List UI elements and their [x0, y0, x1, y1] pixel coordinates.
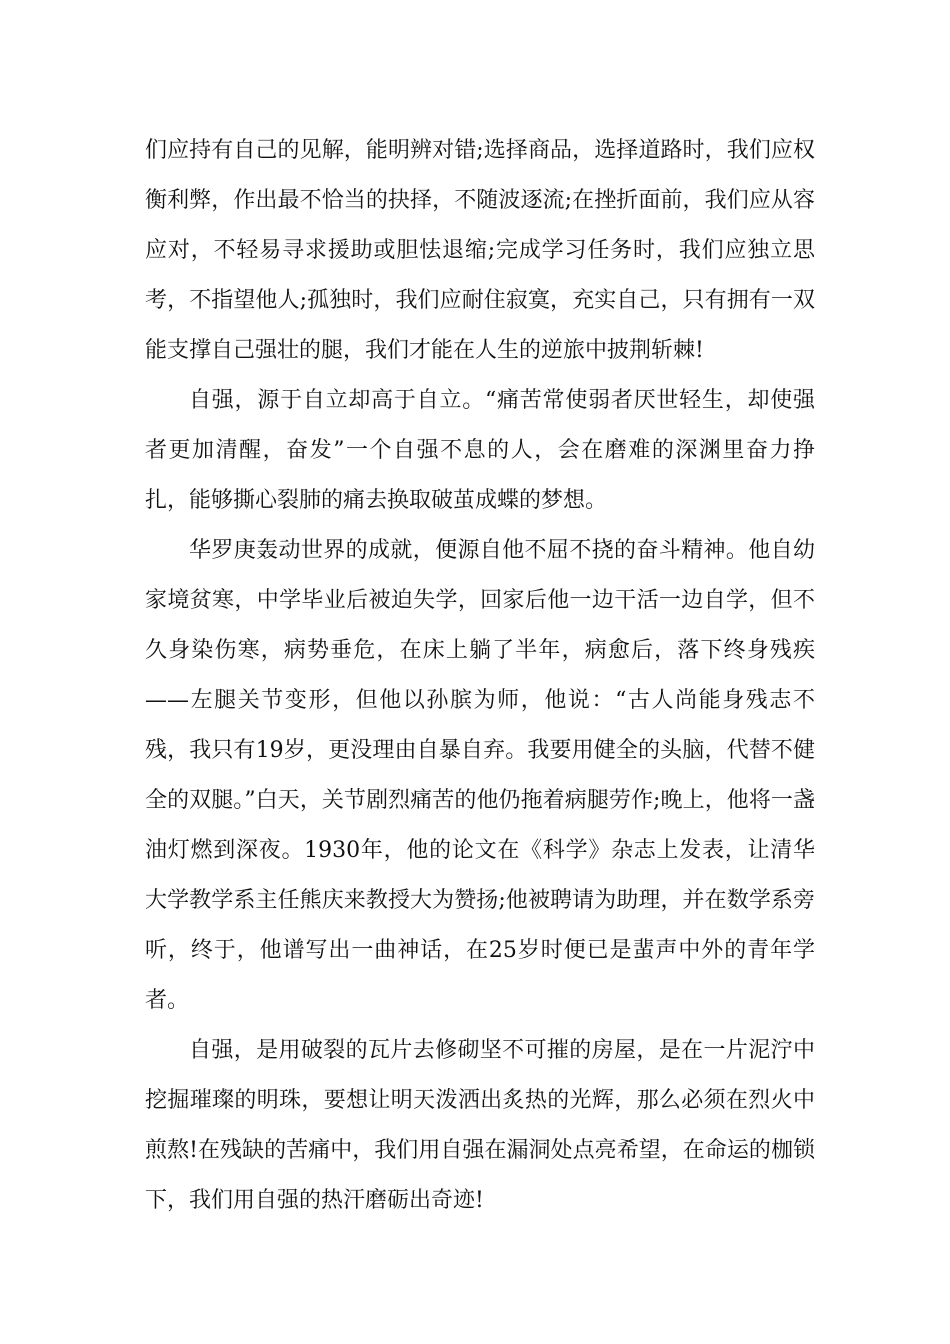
paragraph-1: 们应持有自己的见解，能明辨对错;选择商品，选择道路时，我们应权衡利弊，作出最不恰当的抉择，不随波逐流;在挫折面前，我们应从容应对，不轻易寻求援助或胆怯退缩;完成学习任务时，我们应独立思考，不指望他人;孤独时，我们应耐住寂寞，充实自己，只有拥有一双能支撑自己强壮的腿，我们才能在人生的逆旅中披荆斩棘! [145, 138, 815, 363]
paragraph-2: 自强，源于自立却高于自立。“痛苦常使弱者厌世轻生，却使强者更加清醒，奋发”一个自强不息的人，会在磨难的深渊里奋力挣扎，能够撕心裂肺的痛去换取破茧成蝶的梦想。 [145, 388, 815, 513]
document-body [145, 126, 815, 1226]
paragraph-3: 华罗庚轰动世界的成就，便源自他不屈不挠的奋斗精神。他自幼家境贫寒，中学毕业后被迫失学，回家后他一边干活一边自学，但不久身染伤寒，病势垂危，在床上躺了半年，病愈后，落下终身残疾——左腿关节变形，但他以孙膑为师，他说：“古人尚能身残志不残，我只有19岁，更没理由自暴自弃。我要用健全的头脑，代替不健全的双腿。”白天，关节剧烈痛苦的他仍拖着病腿劳作;晚上，他将一盏油灯燃到深夜。1930年，他的论文在《科学》杂志上发表，让清华大学教学系主任熊庆来教授大为赞扬;他被聘请为助理，并在数学系旁听，终于，他谱写出一曲神话，在25岁时便已是蜚声中外的青年学者。 [145, 538, 815, 1013]
paragraph-4: 自强，是用破裂的瓦片去修砌坚不可摧的房屋，是在一片泥泞中挖掘璀璨的明珠，要想让明天泼洒出炙热的光辉，那么必须在烈火中煎熬!在残缺的苦痛中，我们用自强在漏洞处点亮希望，在命运的枷锁下，我们用自强的热汗磨砺出奇迹! [145, 1038, 815, 1213]
